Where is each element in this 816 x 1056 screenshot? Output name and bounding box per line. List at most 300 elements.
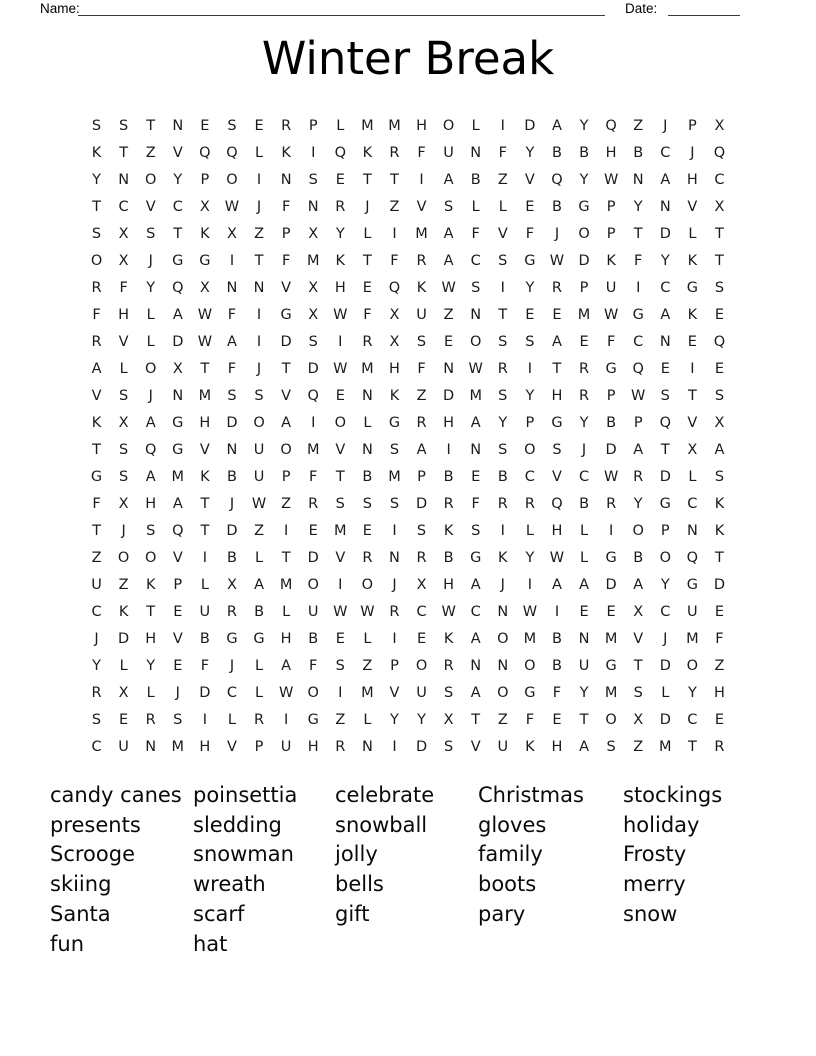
grid-letter: P: [579, 279, 589, 296]
word-item: Santa: [50, 901, 111, 926]
grid-letter: G: [605, 549, 617, 566]
grid-letter: U: [578, 657, 590, 674]
grid-letter: A: [145, 414, 156, 431]
grid-letter: A: [226, 333, 237, 350]
grid-letter: Y: [525, 549, 535, 566]
grid-letter: M: [334, 522, 347, 539]
grid-letter: E: [416, 630, 427, 647]
grid-letter: W: [333, 306, 348, 323]
grid-letter: S: [119, 117, 129, 134]
grid-letter: N: [632, 171, 644, 188]
grid-letter: Y: [92, 171, 101, 188]
grid-letter: B: [470, 171, 481, 188]
grid-letter: T: [633, 657, 643, 674]
word-item: fun: [50, 931, 85, 956]
grid-letter: O: [144, 360, 157, 377]
grid-letter: Y: [633, 495, 643, 512]
grid-letter: P: [173, 576, 183, 593]
grid-letter: F: [471, 495, 480, 512]
grid-letter: I: [311, 414, 316, 431]
grid-letter: Q: [605, 117, 617, 134]
word-item: sledding: [193, 812, 282, 837]
grid-letter: K: [714, 522, 725, 539]
grid-letter: U: [605, 279, 617, 296]
grid-letter: G: [632, 306, 644, 323]
grid-letter: G: [172, 414, 184, 431]
grid-letter: H: [443, 576, 455, 593]
grid-letter: J: [690, 144, 695, 161]
grid-letter: J: [175, 684, 180, 701]
grid-letter: A: [579, 576, 589, 593]
grid-letter: F: [363, 306, 372, 323]
grid-letter: G: [605, 657, 617, 674]
grid-letter: W: [333, 603, 348, 620]
grid-letter: O: [280, 441, 292, 458]
grid-letter: Y: [579, 171, 589, 188]
grid-letter: X: [416, 576, 427, 593]
grid-letter: V: [172, 549, 183, 566]
grid-letter: L: [119, 360, 128, 377]
grid-letter: B: [443, 549, 454, 566]
grid-letter: M: [388, 117, 401, 134]
grid-letter: J: [392, 576, 397, 593]
grid-letter: M: [686, 630, 699, 647]
grid-letter: H: [118, 306, 130, 323]
grid-letter: T: [254, 252, 264, 269]
grid-letter: A: [470, 630, 481, 647]
grid-letter: U: [307, 603, 319, 620]
grid-letter: N: [659, 198, 671, 215]
grid-letter: B: [443, 468, 454, 485]
grid-letter: V: [335, 441, 346, 458]
grid-letter: M: [198, 387, 212, 404]
grid-letter: T: [552, 360, 562, 377]
word-item: family: [478, 842, 543, 867]
grid-letter: D: [659, 711, 671, 728]
grid-letter: P: [660, 522, 670, 539]
grid-letter: S: [308, 333, 318, 350]
grid-letter: J: [663, 630, 668, 647]
grid-letter: P: [281, 468, 291, 485]
grid-letter: C: [660, 603, 671, 620]
grid-letter: V: [172, 144, 183, 161]
grid-letter: U: [497, 738, 509, 755]
grid-letter: W: [197, 333, 213, 350]
grid-letter: O: [605, 711, 617, 728]
word-item: wreath: [193, 872, 266, 897]
grid-letter: X: [308, 225, 319, 242]
grid-letter: X: [308, 306, 319, 323]
grid-letter: N: [470, 441, 482, 458]
grid-letter: S: [146, 522, 156, 539]
grid-letter: Q: [199, 144, 211, 161]
grid-letter: D: [307, 360, 319, 377]
grid-letter: O: [578, 225, 590, 242]
word-item: Scrooge: [50, 842, 135, 867]
grid-letter: E: [552, 711, 562, 728]
grid-letter: J: [500, 576, 505, 593]
grid-letter: K: [606, 252, 616, 269]
grid-letter: Q: [551, 171, 563, 188]
grid-letter: O: [307, 576, 319, 593]
grid-letter: M: [388, 468, 401, 485]
grid-letter: T: [715, 225, 724, 242]
grid-letter: S: [416, 333, 427, 350]
grid-letter: T: [715, 549, 724, 566]
grid-letter: F: [634, 252, 643, 269]
grid-letter: Y: [687, 684, 697, 701]
grid-letter: O: [497, 630, 509, 647]
grid-letter: P: [308, 117, 318, 134]
grid-letter: K: [118, 603, 129, 620]
grid-letter: Z: [497, 171, 508, 188]
grid-letter: Q: [307, 387, 319, 404]
word-item: holiday: [623, 812, 700, 837]
grid-letter: B: [551, 198, 562, 215]
grid-letter: U: [91, 576, 102, 593]
grid-letter: S: [416, 522, 427, 539]
grid-letter: I: [636, 279, 641, 296]
grid-letter: P: [417, 468, 426, 485]
grid-letter: K: [443, 630, 454, 647]
grid-letter: L: [579, 549, 589, 566]
grid-letter: R: [91, 279, 102, 296]
grid-letter: L: [498, 198, 507, 215]
grid-letter: Z: [335, 711, 346, 728]
grid-letter: X: [226, 225, 237, 242]
grid-letter: X: [633, 603, 644, 620]
grid-letter: S: [714, 279, 725, 296]
grid-letter: I: [256, 333, 262, 350]
grid-letter: E: [362, 522, 372, 539]
grid-letter: S: [91, 117, 102, 134]
grid-letter: L: [146, 306, 155, 323]
grid-letter: Z: [254, 225, 264, 242]
grid-letter: S: [714, 468, 725, 485]
grid-letter: X: [389, 333, 400, 350]
grid-letter: I: [338, 333, 343, 350]
grid-letter: L: [254, 144, 264, 161]
grid-letter: S: [714, 387, 725, 404]
grid-letter: H: [714, 684, 725, 701]
grid-letter: S: [498, 441, 508, 458]
grid-letter: I: [500, 279, 505, 296]
grid-letter: W: [603, 171, 619, 188]
grid-letter: N: [389, 549, 400, 566]
grid-letter: R: [579, 387, 590, 404]
grid-letter: I: [500, 522, 505, 539]
grid-letter: K: [200, 225, 210, 242]
grid-letter: P: [390, 657, 399, 674]
grid-letter: O: [524, 657, 536, 674]
grid-letter: Y: [525, 279, 535, 296]
grid-letter: C: [470, 603, 481, 620]
grid-letter: S: [471, 279, 481, 296]
grid-letter: X: [714, 117, 725, 134]
grid-letter: F: [471, 225, 480, 242]
grid-letter: G: [605, 360, 617, 377]
grid-letter: E: [714, 603, 725, 620]
grid-letter: X: [389, 306, 400, 323]
grid-letter: Y: [92, 657, 101, 674]
grid-letter: A: [633, 576, 644, 593]
word-item: Christmas: [478, 783, 584, 807]
grid-letter: K: [389, 387, 400, 404]
grid-letter: G: [470, 549, 482, 566]
grid-letter: F: [227, 306, 237, 323]
grid-letter: J: [581, 441, 587, 458]
grid-letter: K: [91, 414, 102, 431]
grid-letter: N: [361, 387, 373, 404]
grid-letter: W: [549, 549, 565, 566]
grid-letter: N: [470, 306, 482, 323]
grid-letter: C: [660, 144, 671, 161]
name-underline: [78, 0, 605, 16]
grid-letter: V: [497, 225, 508, 242]
grid-letter: I: [392, 522, 397, 539]
grid-letter: S: [471, 522, 481, 539]
grid-letter: R: [145, 711, 156, 728]
grid-letter: R: [362, 549, 373, 566]
grid-letter: L: [579, 522, 589, 539]
grid-letter: N: [361, 738, 373, 755]
grid-letter: V: [687, 414, 698, 431]
grid-letter: H: [280, 630, 292, 647]
grid-letter: V: [551, 468, 562, 485]
grid-letter: C: [172, 198, 183, 215]
grid-letter: W: [224, 198, 240, 215]
grid-letter: M: [306, 441, 320, 458]
grid-letter: E: [335, 171, 345, 188]
grid-letter: S: [91, 711, 102, 728]
grid-letter: P: [606, 387, 616, 404]
grid-letter: N: [470, 144, 482, 161]
grid-letter: G: [524, 684, 536, 701]
grid-letter: W: [441, 603, 456, 620]
grid-letter: F: [552, 684, 562, 701]
grid-letter: V: [281, 387, 292, 404]
grid-letter: Y: [579, 684, 589, 701]
word-item: boots: [478, 872, 537, 897]
grid-letter: U: [118, 738, 129, 755]
word-item: gift: [335, 901, 370, 926]
grid-letter: K: [687, 252, 698, 269]
grid-letter: E: [335, 387, 345, 404]
grid-letter: R: [416, 549, 427, 566]
grid-letter: E: [660, 360, 670, 377]
grid-letter: L: [363, 414, 372, 431]
grid-letter: R: [308, 495, 319, 512]
word-item: snowman: [193, 842, 294, 867]
grid-letter: S: [119, 468, 129, 485]
grid-letter: M: [171, 468, 185, 485]
grid-letter: F: [92, 306, 101, 323]
grid-letter: Q: [632, 360, 644, 377]
grid-letter: I: [608, 522, 614, 539]
grid-letter: K: [362, 144, 373, 161]
grid-letter: C: [524, 468, 535, 485]
grid-letter: S: [91, 225, 102, 242]
grid-letter: K: [687, 306, 698, 323]
grid-letter: U: [416, 684, 427, 701]
grid-letter: C: [226, 684, 238, 701]
grid-letter: A: [470, 684, 481, 701]
grid-letter: A: [660, 171, 671, 188]
grid-letter: A: [443, 252, 454, 269]
grid-letter: I: [554, 603, 560, 620]
grid-letter: J: [256, 360, 262, 377]
grid-letter: X: [633, 711, 644, 728]
grid-letter: Q: [334, 144, 346, 161]
grid-letter: C: [470, 252, 481, 269]
grid-letter: Q: [226, 144, 238, 161]
grid-letter: I: [446, 441, 451, 458]
grid-letter: A: [145, 468, 156, 485]
grid-letter: K: [91, 144, 102, 161]
word-item: candy canes: [50, 783, 182, 807]
grid-letter: X: [118, 225, 129, 242]
grid-letter: D: [443, 387, 455, 404]
grid-letter: Y: [146, 279, 156, 296]
grid-letter: G: [388, 414, 401, 431]
grid-letter: A: [443, 171, 454, 188]
grid-letter: R: [497, 360, 508, 377]
grid-letter: A: [551, 333, 562, 350]
grid-letter: E: [714, 360, 725, 377]
word-item: skiing: [50, 872, 112, 897]
grid-letter: X: [118, 495, 129, 512]
grid-letter: S: [335, 495, 345, 512]
grid-letter: Q: [144, 441, 157, 458]
grid-letter: R: [606, 495, 617, 512]
grid-letter: I: [527, 360, 532, 377]
grid-letter: S: [389, 495, 400, 512]
grid-letter: N: [659, 333, 671, 350]
grid-letter: J: [365, 198, 370, 215]
grid-letter: F: [417, 360, 426, 377]
grid-letter: C: [687, 711, 698, 728]
grid-letter: V: [145, 198, 156, 215]
grid-letter: K: [443, 522, 454, 539]
grid-letter: G: [90, 468, 103, 485]
grid-letter: V: [199, 441, 210, 458]
grid-letter: O: [253, 414, 265, 431]
grid-letter: Z: [362, 657, 373, 674]
grid-letter: I: [419, 171, 424, 188]
grid-letter: C: [91, 738, 102, 755]
grid-letter: O: [90, 252, 103, 269]
grid-letter: V: [226, 738, 237, 755]
grid-letter: J: [229, 495, 235, 512]
grid-letter: A: [551, 576, 562, 593]
grid-letter: W: [441, 279, 456, 296]
grid-letter: T: [660, 441, 670, 458]
grid-letter: L: [146, 684, 155, 701]
grid-letter: R: [633, 468, 644, 485]
grid-letter: V: [633, 630, 644, 647]
grid-letter: L: [363, 630, 372, 647]
grid-letter: A: [714, 441, 725, 458]
grid-letter: F: [92, 495, 101, 512]
grid-letter: U: [687, 603, 698, 620]
grid-letter: R: [226, 603, 237, 620]
grid-letter: K: [281, 144, 291, 161]
word-column: [623, 781, 773, 959]
grid-letter: E: [579, 603, 589, 620]
grid-letter: O: [686, 657, 699, 674]
grid-letter: Y: [660, 252, 670, 269]
grid-letter: M: [604, 684, 618, 701]
grid-letter: B: [199, 630, 210, 647]
grid-letter: T: [200, 360, 210, 377]
grid-letter: R: [416, 414, 427, 431]
grid-letter: I: [338, 684, 343, 701]
grid-letter: U: [280, 738, 292, 755]
grid-letter: V: [335, 549, 346, 566]
grid-letter: V: [524, 171, 535, 188]
grid-letter: G: [172, 252, 184, 269]
grid-letter: Z: [633, 117, 644, 134]
grid-letter: T: [362, 252, 372, 269]
grid-letter: Z: [145, 144, 156, 161]
grid-letter: X: [118, 252, 129, 269]
grid-letter: R: [389, 144, 400, 161]
word-item: stockings: [623, 783, 723, 807]
grid-letter: A: [579, 738, 589, 755]
grid-letter: E: [335, 630, 345, 647]
grid-letter: Z: [91, 549, 102, 566]
grid-letter: H: [416, 117, 427, 134]
grid-letter: N: [361, 441, 373, 458]
grid-letter: H: [686, 171, 698, 188]
grid-letter: O: [524, 441, 536, 458]
grid-letter: D: [280, 333, 292, 350]
grid-letter: R: [335, 198, 346, 215]
grid-letter: S: [173, 711, 183, 728]
grid-letter: B: [579, 495, 590, 512]
grid-letter: B: [551, 630, 562, 647]
grid-letter: L: [282, 603, 291, 620]
grid-letter: S: [444, 738, 454, 755]
grid-letter: O: [334, 414, 346, 431]
grid-letter: C: [578, 468, 590, 485]
word-item: scarf: [193, 901, 245, 926]
grid-letter: U: [199, 603, 211, 620]
grid-letter: W: [278, 684, 294, 701]
word-item: presents: [50, 812, 141, 837]
grid-letter: T: [200, 495, 210, 512]
grid-letter: B: [551, 657, 562, 674]
grid-letter: S: [498, 387, 508, 404]
grid-letter: Z: [416, 387, 427, 404]
grid-letter: P: [606, 225, 616, 242]
grid-letter: V: [281, 279, 292, 296]
grid-letter: R: [443, 495, 454, 512]
grid-letter: G: [578, 198, 590, 215]
grid-letter: Y: [146, 657, 156, 674]
word-column: [193, 781, 335, 959]
grid-letter: A: [254, 576, 264, 593]
grid-letter: Y: [498, 414, 508, 431]
grid-letter: C: [714, 171, 725, 188]
grid-letter: T: [200, 522, 210, 539]
grid-letter: Q: [713, 144, 726, 161]
grid-letter: S: [444, 684, 454, 701]
grid-letter: B: [579, 144, 590, 161]
grid-letter: D: [415, 738, 428, 755]
grid-letter: R: [497, 495, 508, 512]
grid-letter: D: [415, 495, 428, 512]
